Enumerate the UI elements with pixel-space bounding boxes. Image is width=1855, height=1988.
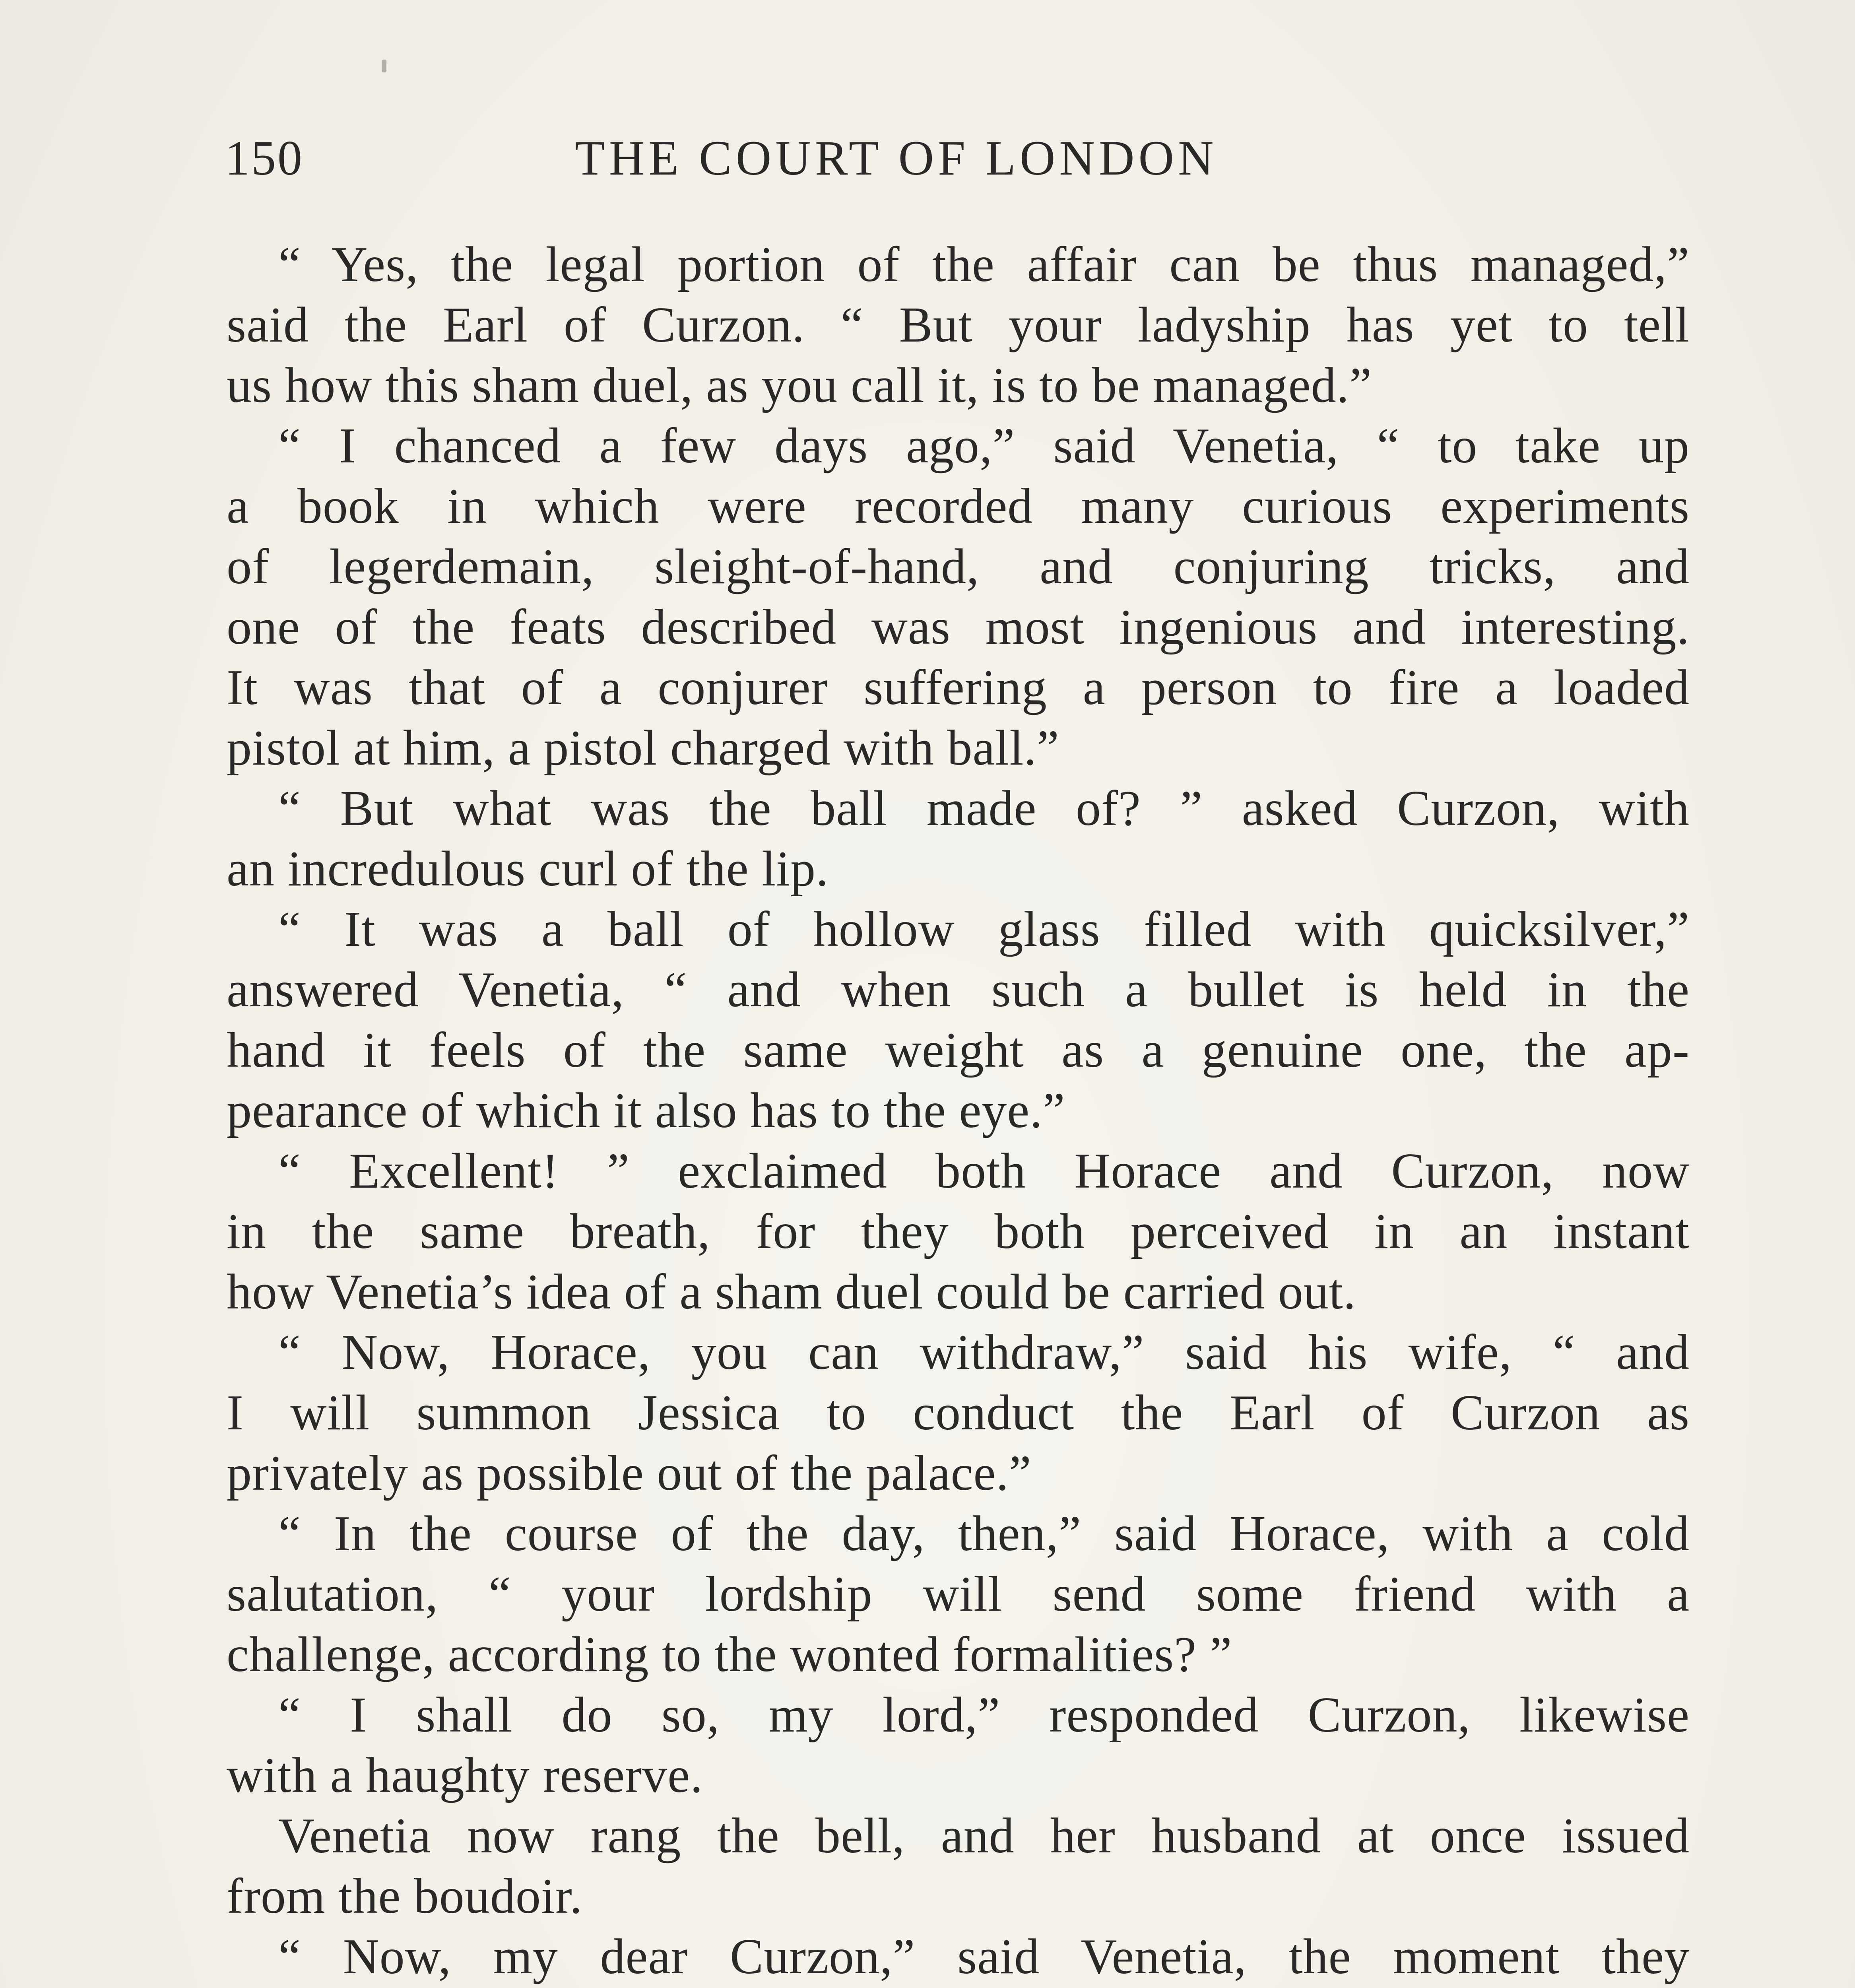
text-line: answered Venetia, “ and when such a bullet is held in the [227,962,1690,1017]
text-line: an incredulous curl of the lip. [227,841,829,897]
text-line: “ In the course of the day, then,” said Horace, with a cold [278,1506,1690,1561]
text-line: “ Now, my dear Curzon,” said Venetia, the moment they [278,1929,1690,1984]
text-line: “ Excellent! ” exclaimed both Horace and Curzon, now [278,1143,1690,1199]
text-line: hand it feels of the same weight as a genuine one, the ap- [227,1023,1690,1078]
text-line: of legerdemain, sleight-of-hand, and conjuring tricks, and [227,539,1690,594]
text-line: how Venetia’s idea of a sham duel could be carried out. [227,1264,1356,1320]
text-line: pearance of which it also has to the eye.” [227,1083,1065,1138]
text-line: from the boudoir. [227,1869,583,1924]
text-line: with a haughty reserve. [227,1748,703,1803]
text-line: “ It was a ball of hollow glass filled with quicksilver,” [278,902,1690,957]
text-line: It was that of a conjurer suffering a person to fire a loaded [227,660,1690,715]
text-line: “ I chanced a few days ago,” said Venetia, “ to take up [278,418,1690,474]
text-line: challenge, according to the wonted formalities? ” [227,1627,1232,1682]
text-line: Venetia now rang the bell, and her husband at once issued [278,1808,1690,1864]
text-line: said the Earl of Curzon. “ But your ladyship has yet to tell [227,297,1690,353]
text-line: “ But what was the ball made of? ” asked Curzon, with [278,781,1690,836]
page-number: 150 [225,131,304,185]
text-line: us how this sham duel, as you call it, is to be managed.” [227,358,1372,413]
text-line: pistol at him, a pistol charged with ball.” [227,720,1059,776]
body-text [227,235,1690,1988]
text-line: “ Yes, the legal portion of the affair can be thus managed,” [278,237,1690,292]
text-line: I will summon Jessica to conduct the Earl of Curzon as [227,1385,1690,1441]
text-line: in the same breath, for they both perceived in an instant [227,1204,1690,1259]
text-line: privately as possible out of the palace.” [227,1446,1032,1501]
paper-speck [382,60,386,72]
page-header [225,126,1350,190]
text-line: “ I shall do so, my lord,” responded Curzon, likewise [278,1687,1690,1743]
text-line: one of the feats described was most ingenious and interesting. [227,600,1690,655]
text-line: “ Now, Horace, you can withdraw,” said his wife, “ and [278,1325,1690,1380]
text-line: a book in which were recorded many curious experiments [227,479,1690,534]
running-title: THE COURT OF LONDON [575,131,1218,185]
text-line: salutation, “ your lordship will send some friend with a [227,1567,1690,1622]
